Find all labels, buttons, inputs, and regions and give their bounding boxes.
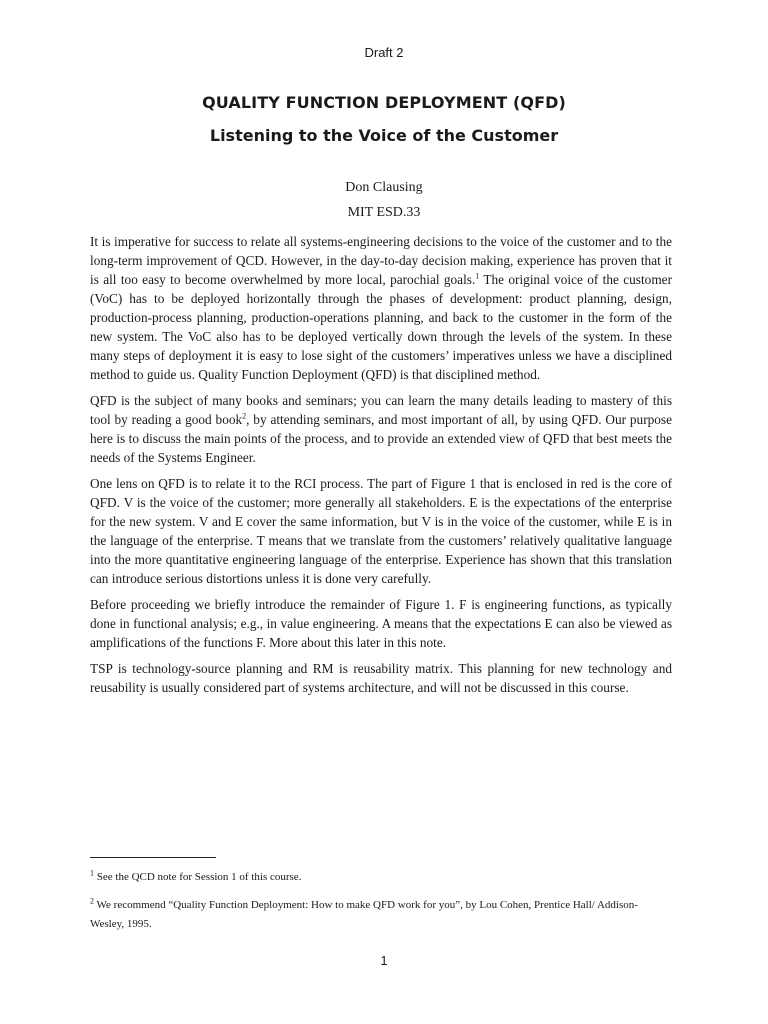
footnote-2 bbox=[90, 896, 670, 934]
course-code: MIT ESD.33 bbox=[347, 205, 421, 220]
footnote-1 bbox=[90, 869, 670, 886]
footnote-ref-1: 1 bbox=[475, 271, 480, 281]
footnote-ref-2: 2 bbox=[242, 411, 247, 421]
document-subtitle: Listening to the Voice of the Customer bbox=[209, 126, 559, 145]
paragraph-2-text-a: QFD is the subject of many books and seminars; you can learn the many details leading to mastery of this tool by reading a good book bbox=[90, 393, 672, 427]
author-name: Don Clausing bbox=[345, 180, 423, 195]
document-title: QUALITY FUNCTION DEPLOYMENT (QFD) bbox=[202, 93, 566, 112]
paragraph-2-text-b: , by attending seminars, and most important of all, by using QFD. Our purpose here is to discuss the main points of the process, and to provide an extended view of QFD that best meets the needs of the Systems Engineer. bbox=[90, 412, 672, 465]
paragraph-4: Before proceeding we briefly introduce the remainder of Figure 1. F is engineering functions, as typically done in functional analysis; e.g., in value engineering. A means that the expectations E can also be viewed as amplifications of the functions F. More about this later in this note. bbox=[90, 597, 672, 650]
paragraph-1-text-a: It is imperative for success to relate all systems-engineering decisions to the voice of the customer and to the long-term improvement of QCD. However, in the day-to-day decision making, experience has proven that it is all too easy to become overwhelmed by more local, parochial goals. bbox=[90, 234, 672, 287]
paragraph-1-text-b: The original voice of the customer (VoC) has to be deployed horizontally through the phases of development: product planning, design, production-process planning, production-operations planning, and back to the customer in the form of the new system. The VoC also has to be deployed vertically down through the levels of the system. In these many steps of deployment it is easy to lose sight of the customers’ imperatives unless we have a disciplined method to guide us. Quality Function Deployment (QFD) is that disciplined method. bbox=[90, 272, 672, 382]
paragraph-1 bbox=[90, 232, 672, 384]
paragraph-5: TSP is technology-source planning and RM is reusability matrix. This planning for new technology and reusability is usually considered part of systems architecture, and will not be discussed in this course. bbox=[90, 661, 672, 695]
footnote-1-text: See the QCD note for Session 1 of this course. bbox=[94, 871, 302, 883]
paragraph-2 bbox=[90, 391, 672, 467]
footnote-1-marker: 1 bbox=[90, 868, 94, 878]
body-text bbox=[90, 232, 672, 704]
page-number: 1 bbox=[380, 953, 388, 968]
footnote-2-marker: 2 bbox=[90, 896, 94, 906]
draft-label: Draft 2 bbox=[364, 45, 404, 60]
footnote-2-text: We recommend “Quality Function Deployment: How to make QFD work for you”, by Lou Cohen, Prentice Hall/ Addison-Wesley, 1995. bbox=[90, 899, 638, 930]
footnote-divider bbox=[90, 857, 216, 858]
paragraph-3: One lens on QFD is to relate it to the RCI process. The part of Figure 1 that is enclosed in red is the core of QFD. V is the voice of the customer; more generally all stakeholders. E is the expectations of the enterprise for the new system. V and E cover the same information, but V is in the voice of the customer, while E is in the language of the enterprise. T means that we translate from the customers’ relatively qualitative language into the more quantitative engineering language of the enterprise. Experience has shown that this translation can introduce serious distortions unless it is done very carefully. bbox=[90, 476, 672, 586]
